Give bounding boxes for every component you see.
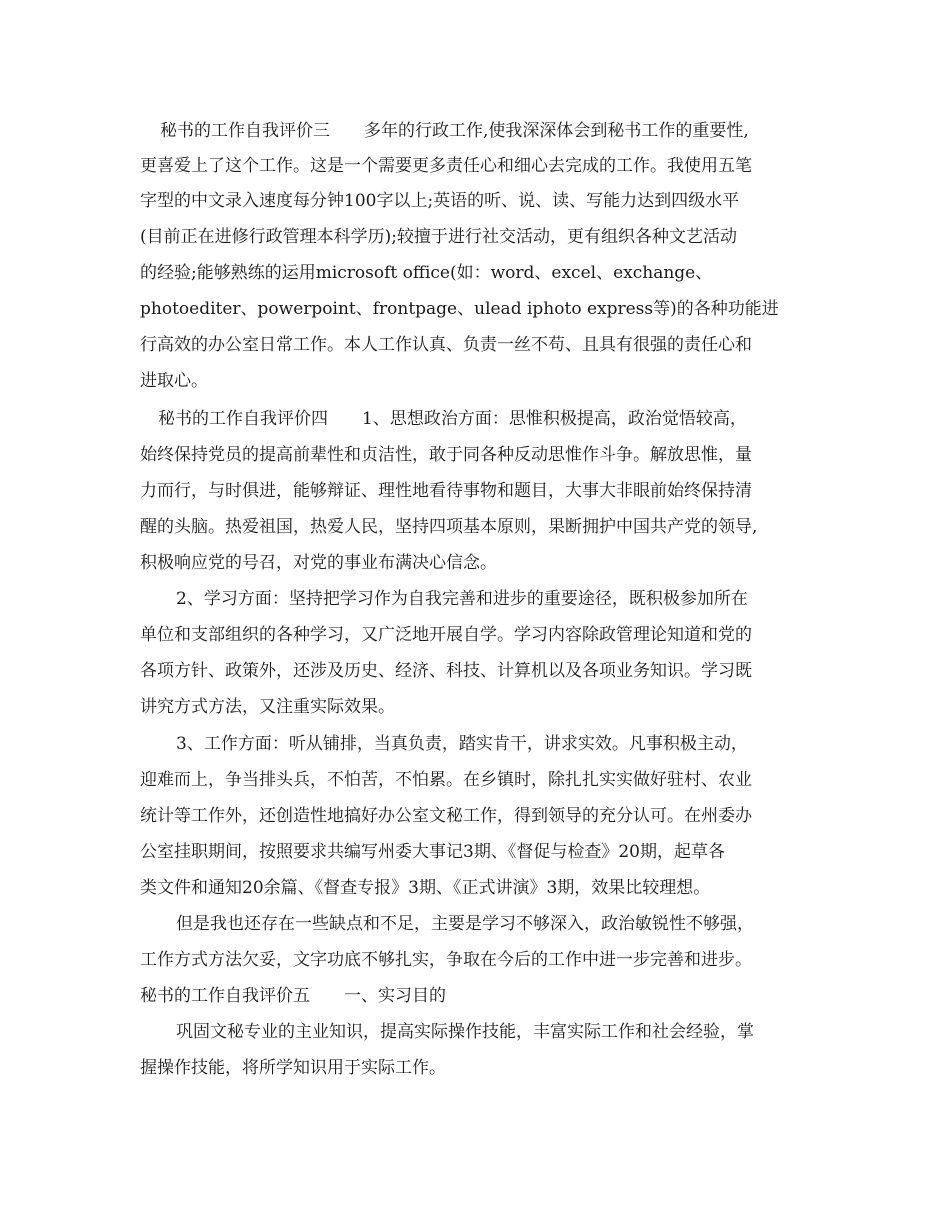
text-line: 各项方针、政策外，还涉及历史、经济、科技、计算机以及各项业务知识。学习既 <box>140 661 752 681</box>
text-line: 秘书的工作自我评价四 1、思想政治方面：思惟积极提高，政治觉悟较高， <box>158 409 747 429</box>
text-line: 字型的中文录入速度每分钟100字以上;英语的听、说、读、写能力达到四级水平 <box>140 191 740 211</box>
text-line: 单位和支部组织的各种学习，又广泛地开展自学。学习内容除政管理论知道和党的 <box>140 625 752 645</box>
text-line: 统计等工作外，还创造性地搞好办公室文秘工作，得到领导的充分认可。在州委办 <box>140 806 752 826</box>
text-line: 3、工作方面：听从铺排，当真负责，踏实肯干，讲求实效。凡事积极主动， <box>176 734 748 754</box>
text-line: 更喜爱上了这个工作。这是一个需要更多责任心和细心去完成的工作。我使用五笔 <box>140 156 752 176</box>
text-line: 的经验;能够熟练的运用microsoft office(如：word、excel、exchange、 <box>140 263 713 283</box>
text-line: 迎难而上，争当排头兵，不怕苦，不怕累。在乡镇时，除扎扎实实做好驻村、农业 <box>140 770 752 790</box>
text-line: photoediter、powerpoint、frontpage、ulead iphoto express等)的各种功能进 <box>140 299 779 319</box>
text-line: 积极响应党的号召，对党的事业布满决心信念。 <box>140 553 497 573</box>
text-line: 巩固文秘专业的主业知识，提高实际操作技能，丰富实际工作和社会经验，掌 <box>176 1022 754 1042</box>
text-line: 行高效的办公室日常工作。本人工作认真、负责一丝不苟、且具有很强的责任心和 <box>140 335 752 355</box>
text-line: 始终保持党员的提高前辈性和贞洁性，敢于同各种反动思惟作斗争。解放思惟，量 <box>140 445 752 465</box>
text-line: 秘书的工作自我评价三 多年的行政工作,使我深深体会到秘书工作的重要性, <box>160 121 749 141</box>
text-line: (目前正在进修行政管理本科学历);较擅于进行社交活动，更有组织各种文艺活动 <box>140 227 737 247</box>
text-line: 醒的头脑。热爱祖国，热爱人民，坚持四项基本原则，果断拥护中国共产党的领导, <box>140 517 758 537</box>
text-line: 工作方式方法欠妥，文字功底不够扎实，争取在今后的工作中进一步完善和进步。 <box>140 950 752 970</box>
text-line: 进取心。 <box>140 371 208 391</box>
text-line: 但是我也还存在一些缺点和不足，主要是学习不够深入，政治敏锐性不够强， <box>176 914 754 934</box>
text-line: 2、学习方面：坚持把学习作为自我完善和进步的重要途径，既积极参加所在 <box>176 589 748 609</box>
text-line: 类文件和通知20余篇、《督查专报》3期、《正式讲演》3期，效果比较理想。 <box>140 878 711 898</box>
text-line: 秘书的工作自我评价五 一、实习目的 <box>140 986 446 1006</box>
text-line: 公室挂职期间，按照要求共编写州委大事记3期、《督促与检查》20期，起草各 <box>140 842 725 862</box>
text-line: 握操作技能，将所学知识用于实际工作。 <box>140 1058 446 1078</box>
text-line: 讲究方式方法，又注重实际效果。 <box>140 697 395 717</box>
text-line: 力而行，与时俱进，能够辩证、理性地看待事物和题目，大事大非眼前始终保持清 <box>140 481 752 501</box>
